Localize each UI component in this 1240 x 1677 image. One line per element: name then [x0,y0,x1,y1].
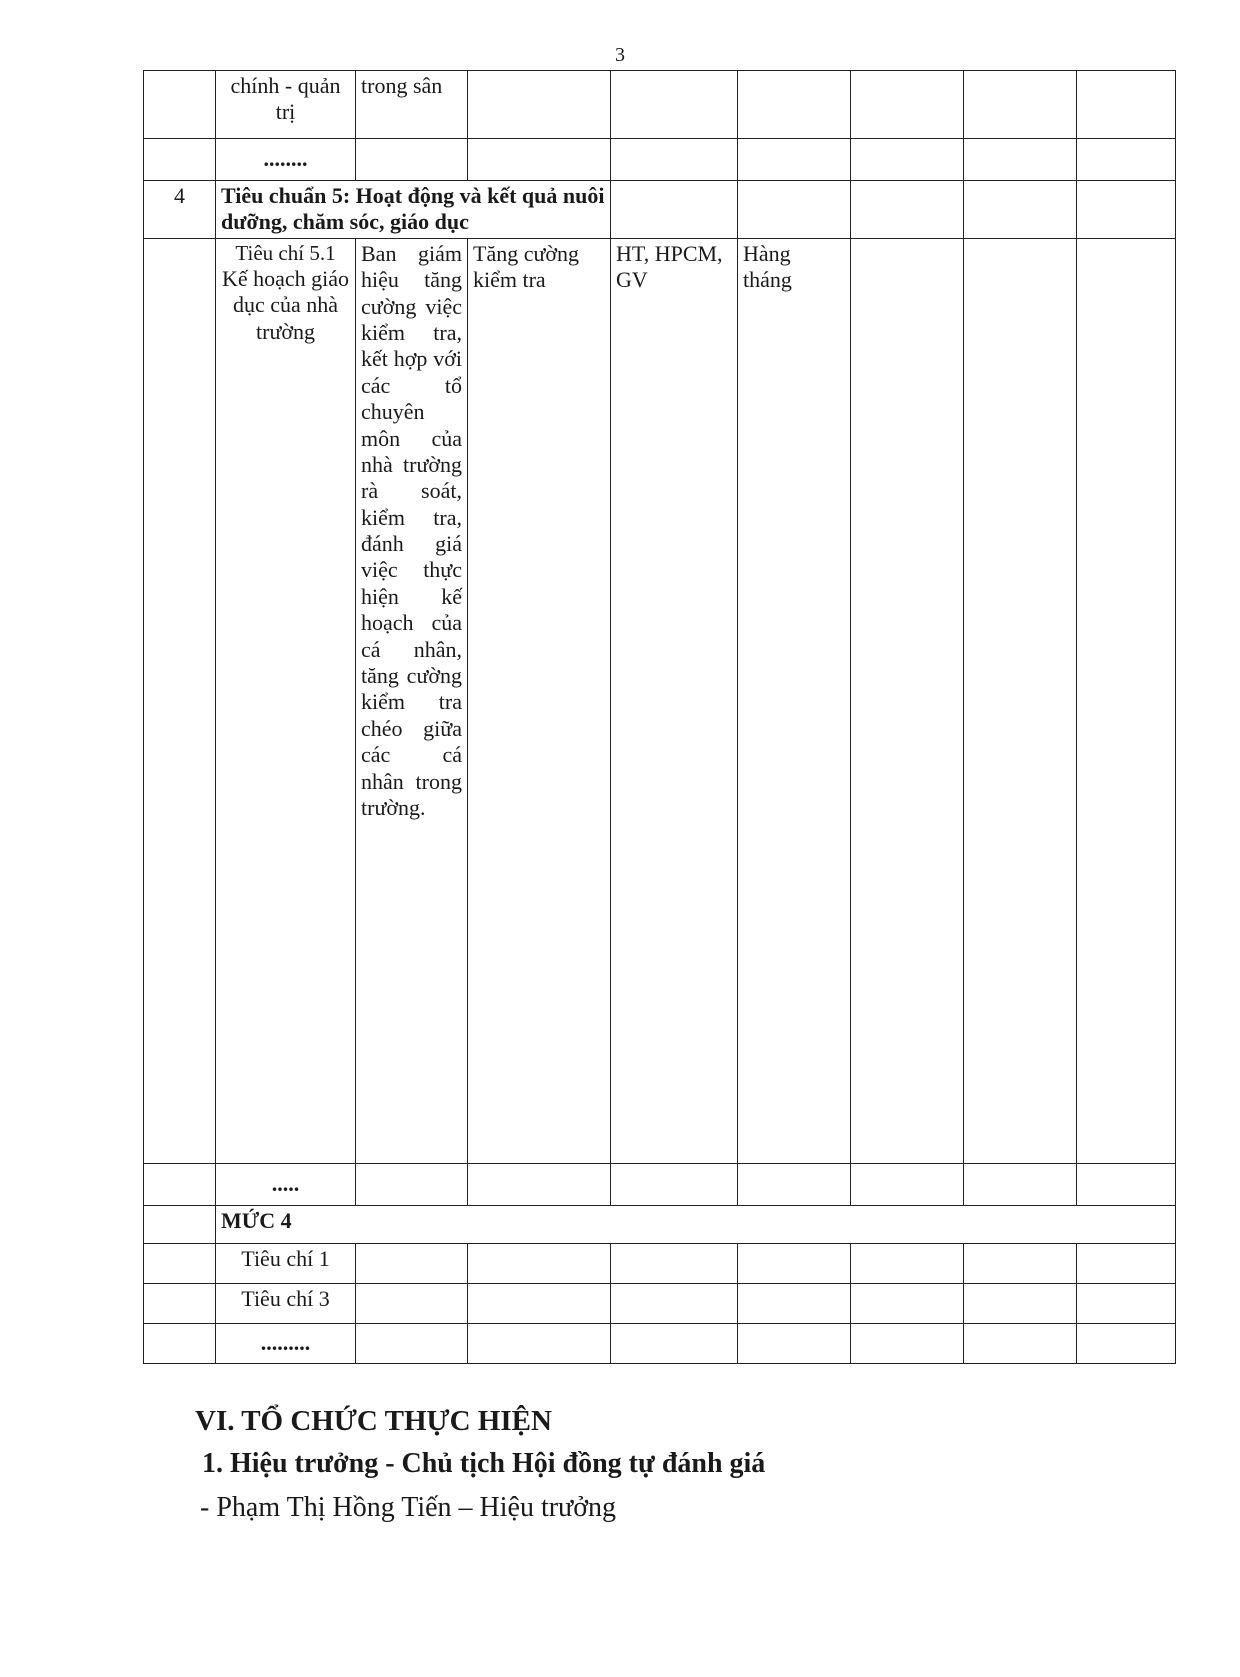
table-row [144,1323,1176,1363]
ellipsis-cell: ........ [216,139,356,181]
ellipsis-cell: ......... [216,1323,356,1363]
criteria-cell: chính - quản trị [216,71,356,139]
table-row [144,1205,1176,1243]
criteria-label: Tiêu chí 1 [216,1243,356,1283]
table-row [144,238,1176,1163]
time-cell: Hàng tháng [738,238,851,1163]
person-line: - Phạm Thị Hồng Tiến – Hiệu trưởng [200,1492,617,1523]
table-row [144,71,1176,139]
level-heading: MỨC 4 [216,1205,1176,1243]
criteria-name: Kế hoạch giáo dục của nhà trường [221,265,350,344]
table-row [144,1163,1176,1205]
ellipsis-cell: ..... [216,1163,356,1205]
measure-cell: Tăng cường kiểm tra [468,238,611,1163]
standard-title: Tiêu chuẩn 5: Hoạt động và kết quả nuôi dưỡng, chăm sóc, giáo dục [216,181,611,239]
table-row [144,181,1176,239]
row-index: 4 [144,181,216,239]
criteria-cell [216,238,356,1163]
sub-heading: 1. Hiệu trưởng - Chủ tịch Hội đồng tự đánh giá [202,1448,766,1479]
improvement-plan-table [143,70,1176,1364]
section-heading: VI. TỔ CHỨC THỰC HIỆN [195,1405,552,1437]
content-cell: trong sân [356,71,468,139]
content-cell: Ban giám hiệu tăng cường việc kiểm tra, kết hợp với các tổ chuyên môn của nhà trường rà soát, kiểm tra, đánh giá việc thực hiện kế hoạch của cá nhân, tăng cường kiểm tra chéo giữa các cá nhân trong trường. [356,238,468,1163]
table-row [144,1243,1176,1283]
criteria-label: Tiêu chí 5.1 [235,240,336,265]
criteria-label: Tiêu chí 3 [216,1283,356,1323]
table-row [144,1283,1176,1323]
page-number: 3 [615,44,625,66]
table-row [144,139,1176,181]
responsible-cell: HT, HPCM, GV [611,238,738,1163]
